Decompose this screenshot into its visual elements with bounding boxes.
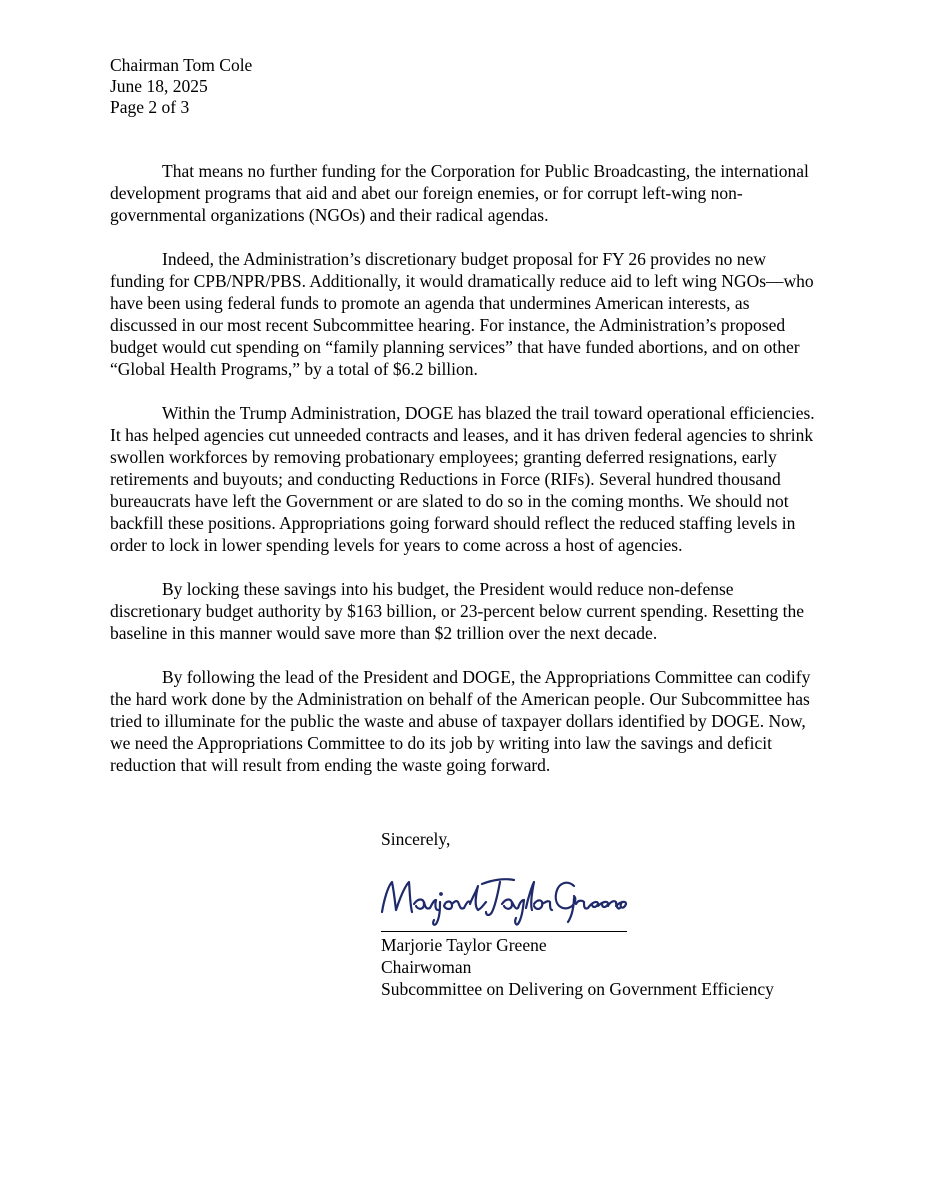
- paragraph-4: By locking these savings into his budget, the President would reduce non-defense discretionary budget authority by $163 billion, or 23-percent below current spending. Resetting the baseline in this manner would save more than $2 trillion over the next decade.: [110, 579, 805, 643]
- signature-line: [381, 931, 627, 932]
- page-number: Page 2 of 3: [110, 97, 190, 117]
- paragraph-2: Indeed, the Administration’s discretionary budget proposal for FY 26 provides no new funding for CPB/NPR/PBS. Additionally, it would dramatically reduce aid to left wing NGOs—who have been using federal funds to promote an agenda that undermines American interests, as discussed in our most recent Subcommittee hearing. For instance, the Administration’s proposed budget would cut spending on “family planning services” that have funded abortions, and on other “Global Health Programs,” by a total of $6.2 billion.: [110, 249, 814, 379]
- closing-salutation: Sincerely,: [381, 829, 451, 849]
- date-line: June 18, 2025: [110, 76, 208, 96]
- paragraph-5: By following the lead of the President and DOGE, the Appropriations Committee can codify the hard work done by the Administration on behalf of the American people. Our Subcommittee has tried to illuminate for the public the waste and abuse of taxpayer dollars identified by DOGE. Now, we need the Appropriations Committee to do its job by writing into law the savings and deficit reduction that will result from ending the waste going forward.: [110, 667, 811, 775]
- signer-committee: Subcommittee on Delivering on Government Efficiency: [381, 979, 774, 999]
- paragraph-3: Within the Trump Administration, DOGE has blazed the trail toward operational efficiencies. It has helped agencies cut unneeded contracts and leases, and it has driven federal agencies to shrink swollen workforces by removing probationary employees; granting deferred resignations, early retirements and buyouts; and conducting Reductions in Force (RIFs). Several hundred thousand bureaucrats have left the Government or are slated to do so in the coming months. We should not backfill these positions. Appropriations going forward should reflect the reduced staffing levels in order to lock in lower spending levels for years to come across a host of agencies.: [110, 403, 815, 555]
- paragraph-1: That means no further funding for the Corporation for Public Broadcasting, the international development programs that aid and abet our foreign enemies, or for corrupt left-wing non-governmental organizations (NGOs) and their radical agendas.: [110, 161, 809, 225]
- recipient-line: Chairman Tom Cole: [110, 55, 253, 75]
- handwritten-signature: [378, 872, 630, 928]
- letter-body: [110, 160, 820, 798]
- signer-name: Marjorie Taylor Greene: [381, 935, 547, 955]
- signer-block: [381, 934, 774, 1000]
- letter-header: [110, 55, 252, 118]
- signer-title: Chairwoman: [381, 957, 472, 977]
